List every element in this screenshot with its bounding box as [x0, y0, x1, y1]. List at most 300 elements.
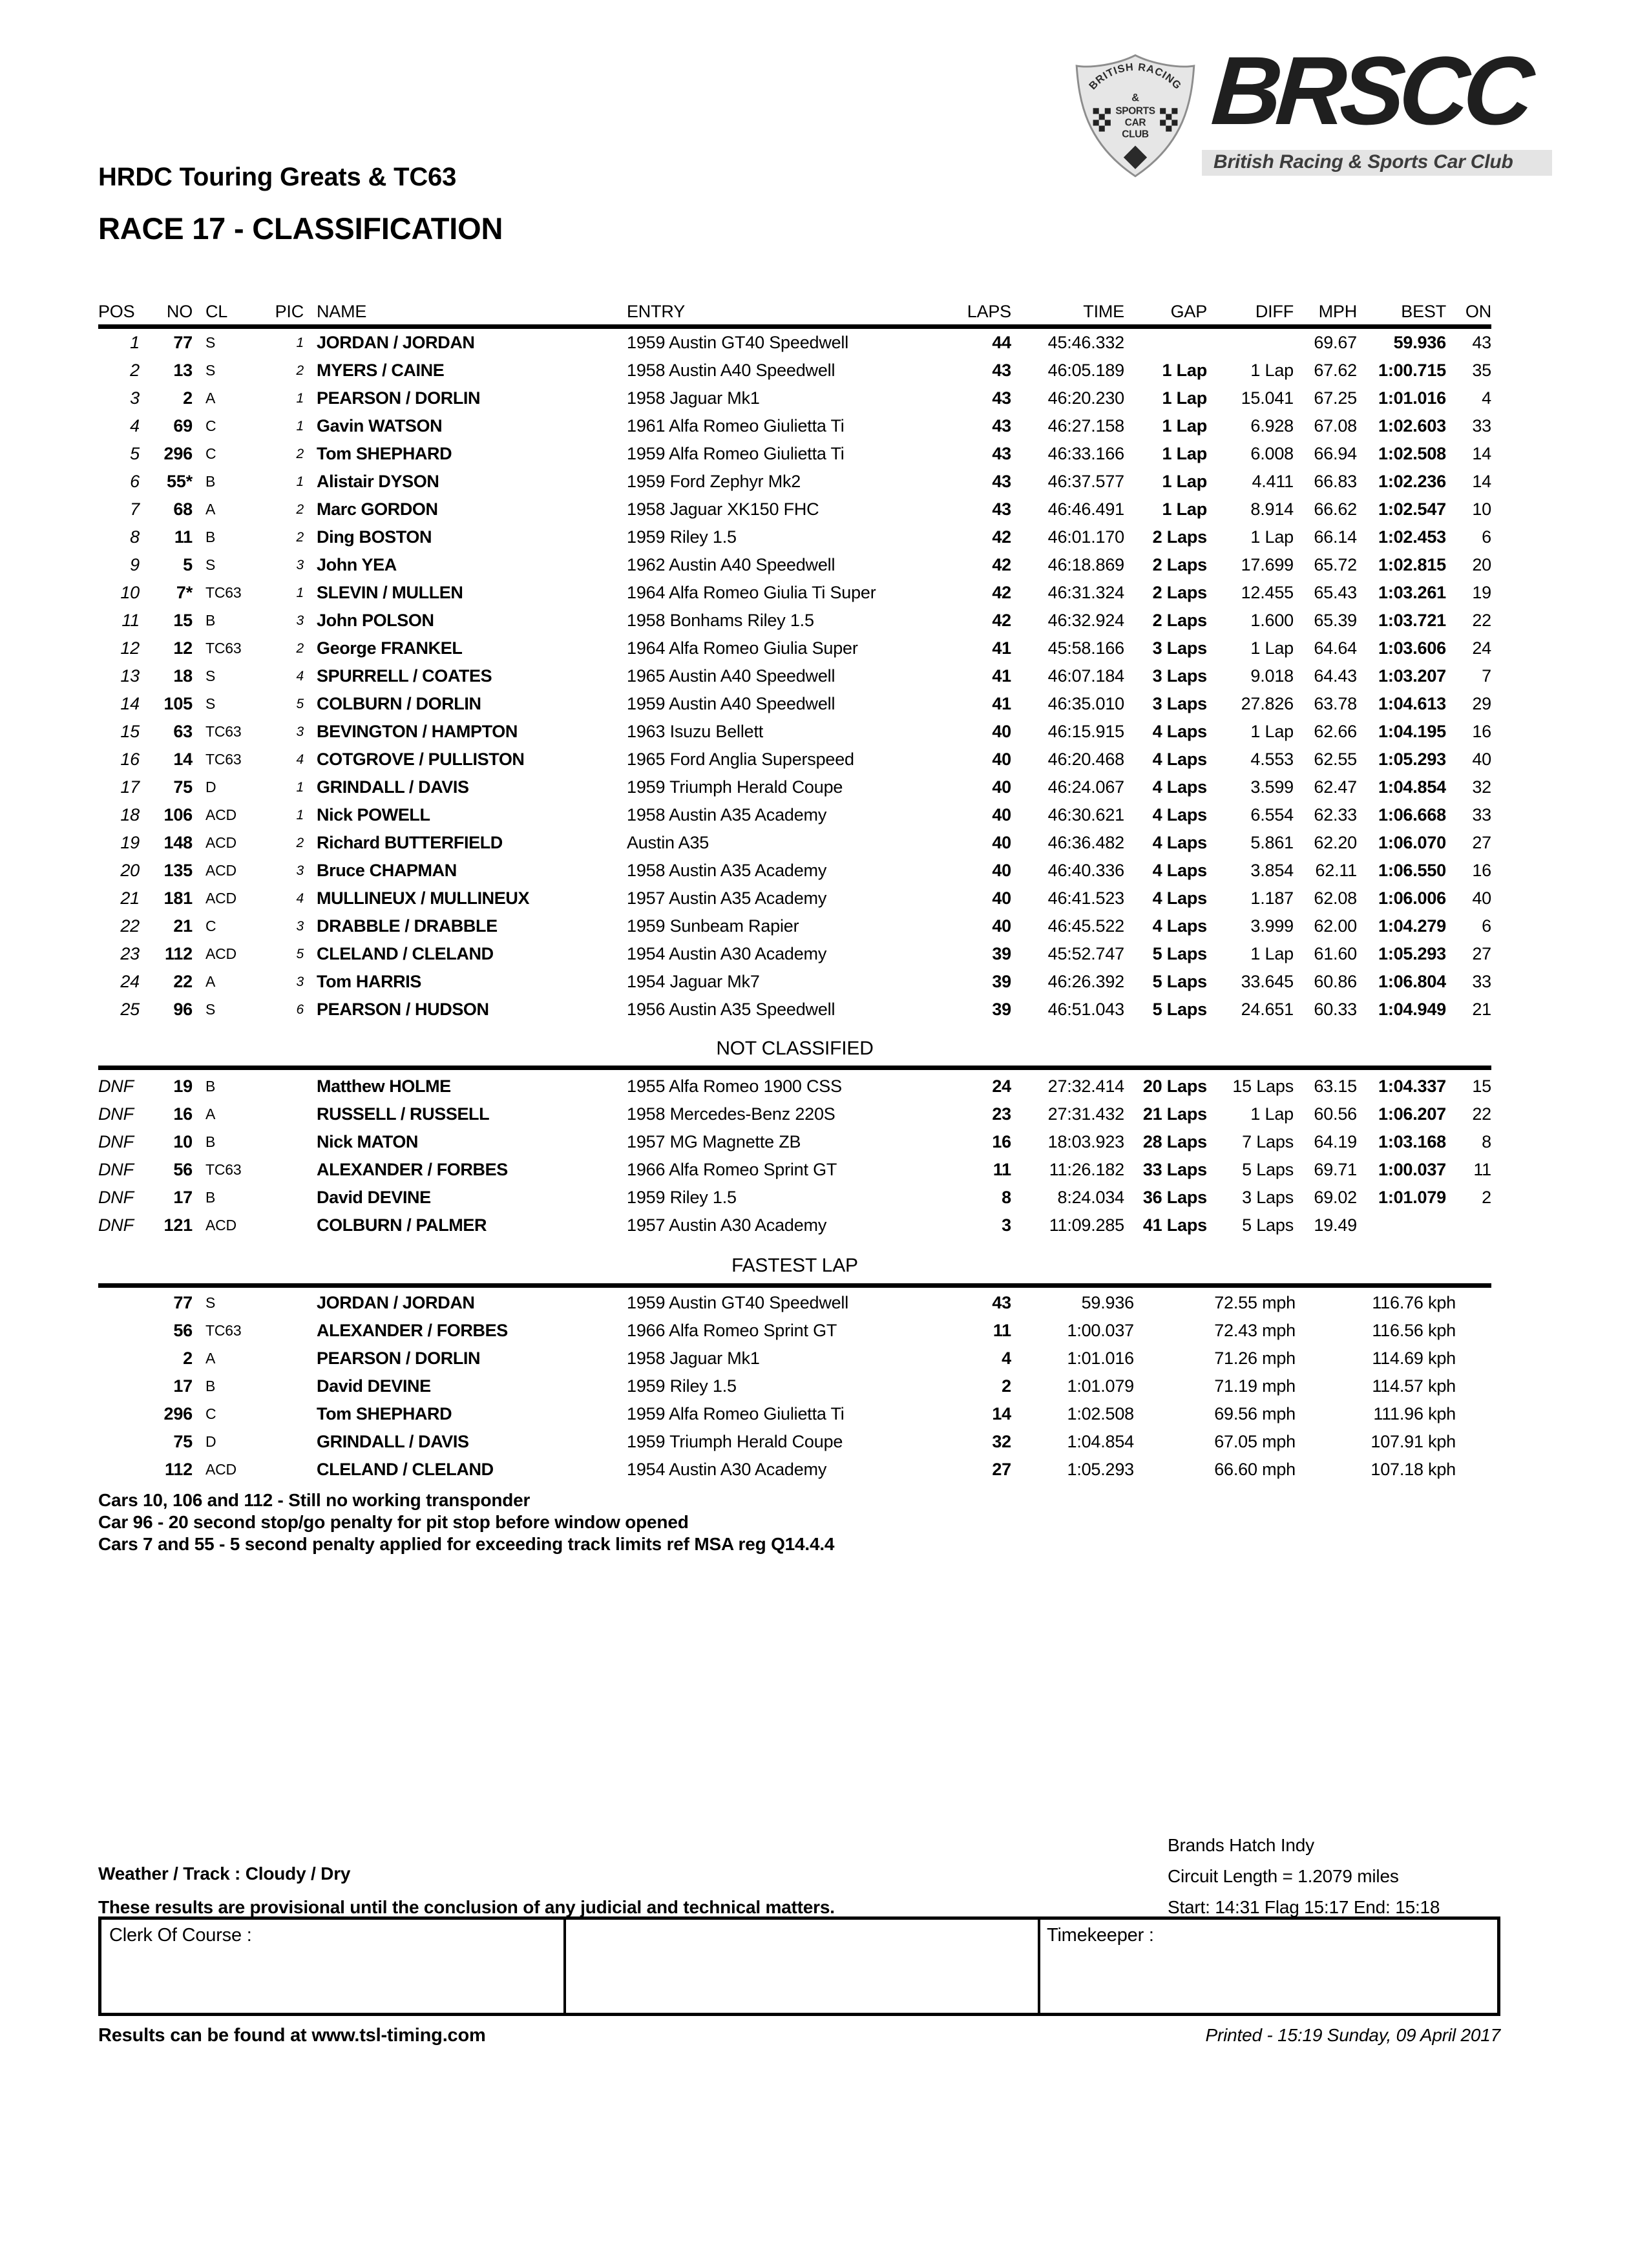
- col-time: TIME: [1083, 301, 1124, 321]
- cell-gap: 4 Laps: [1152, 861, 1207, 880]
- cell-time: 46:27.158: [1047, 416, 1124, 436]
- col-cl: CL: [205, 301, 228, 321]
- cell-laps: 16: [992, 1132, 1011, 1151]
- cell-cl: TC63: [205, 751, 242, 768]
- cell-best: 1:03.261: [1378, 583, 1446, 602]
- cell-name: MULLINEUX / MULLINEUX: [317, 888, 530, 908]
- cell-cl: TC63: [205, 584, 242, 601]
- cell-pos: 17: [120, 777, 140, 797]
- cell-cl: B: [205, 473, 216, 490]
- cell-on: 43: [1472, 333, 1491, 352]
- cell-name: George FRANKEL: [317, 638, 463, 658]
- cell-pos: 16: [120, 750, 140, 769]
- cell-no: 2: [183, 388, 193, 408]
- cell-diff: 17.699: [1241, 555, 1294, 574]
- cell-pic: 4: [296, 668, 304, 684]
- note-line: Cars 7 and 55 - 5 second penalty applied for exceeding track limits ref MSA reg Q14.4.4: [98, 1534, 835, 1554]
- cell-no: 106: [163, 805, 193, 824]
- classification-row: [98, 801, 1491, 829]
- event-title: HRDC Touring Greats & TC63: [98, 163, 457, 191]
- cell-cl: A: [205, 390, 216, 406]
- brscc-badge-icon: [1065, 52, 1206, 181]
- cell-no: 63: [173, 722, 193, 741]
- cell-entry: 1958 Bonhams Riley 1.5: [627, 611, 814, 630]
- cell-name: PEARSON / DORLIN: [317, 1349, 481, 1368]
- classification-rows: [98, 329, 1491, 1024]
- cell-mph: 64.19: [1314, 1132, 1357, 1151]
- cell-laps: 8: [1002, 1188, 1011, 1207]
- cell-time: 46:01.170: [1047, 527, 1124, 547]
- cell-pos: 14: [120, 694, 140, 713]
- cell-best: 1:03.721: [1378, 611, 1446, 630]
- cell-on: 40: [1472, 750, 1491, 769]
- cell-pic: 2: [296, 446, 304, 461]
- badge-club-text: CLUB: [1122, 129, 1149, 140]
- cell-diff: 7 Laps: [1242, 1132, 1294, 1151]
- fastest-lap-rows: [98, 1289, 1491, 1484]
- col-pos: POS: [98, 301, 135, 321]
- cell-time: 1:04.854: [1067, 1432, 1134, 1451]
- cell-pic: 5: [296, 946, 304, 961]
- cell-entry: 1959 Riley 1.5: [627, 527, 737, 547]
- cell-gap: 2 Laps: [1152, 611, 1207, 630]
- classification-row: [98, 746, 1491, 773]
- cell-cl: D: [205, 1433, 216, 1450]
- cell-laps: 27: [992, 1460, 1011, 1479]
- cell-pic: 5: [296, 696, 304, 711]
- cell-name: Matthew HOLME: [317, 1076, 451, 1096]
- cell-laps: 3: [1002, 1215, 1011, 1235]
- cell-laps: 42: [992, 527, 1011, 547]
- cell-gap: 20 Laps: [1142, 1076, 1207, 1096]
- cell-mph: 72.43 mph: [1214, 1321, 1296, 1340]
- cell-mph: 67.25: [1314, 388, 1357, 408]
- cell-diff: 3.599: [1250, 777, 1294, 797]
- cell-pos: 8: [130, 527, 140, 547]
- cell-mph: 71.19 mph: [1214, 1376, 1296, 1396]
- cell-gap: 4 Laps: [1152, 805, 1207, 824]
- classification-row: [98, 968, 1491, 996]
- cell-cl: C: [205, 918, 216, 934]
- cell-time: 46:35.010: [1047, 694, 1124, 713]
- dnf-row: [98, 1128, 1491, 1156]
- classification-row: [98, 996, 1491, 1024]
- cell-mph: 66.62: [1314, 499, 1357, 519]
- cell-name: COTGROVE / PULLISTON: [317, 750, 525, 769]
- cell-diff: 1 Lap: [1250, 527, 1294, 547]
- cell-entry: 1959 Austin GT40 Speedwell: [627, 333, 849, 352]
- cell-gap: 5 Laps: [1152, 972, 1207, 991]
- brscc-logo: [1065, 36, 1532, 187]
- cell-pos: 25: [120, 1000, 140, 1019]
- cell-gap: 4 Laps: [1152, 833, 1207, 852]
- cell-diff: 3.854: [1250, 861, 1294, 880]
- cell-no: 296: [163, 1404, 193, 1423]
- cell-no: 56: [173, 1321, 193, 1340]
- cell-laps: 42: [992, 583, 1011, 602]
- cell-gap: 4 Laps: [1152, 777, 1207, 797]
- fastest-lap-row: [98, 1372, 1491, 1400]
- cell-mph: 67.05 mph: [1214, 1432, 1296, 1451]
- cell-kph: 107.18 kph: [1371, 1460, 1456, 1479]
- cell-entry: 1956 Austin A35 Speedwell: [627, 1000, 835, 1019]
- cell-laps: 42: [992, 555, 1011, 574]
- cell-cl: D: [205, 779, 216, 795]
- cell-entry: 1959 Ford Zephyr Mk2: [627, 472, 801, 491]
- cell-laps: 2: [1002, 1376, 1011, 1396]
- cell-best: 1:06.207: [1378, 1104, 1446, 1124]
- cell-on: 24: [1472, 638, 1491, 658]
- cell-diff: 1 Lap: [1250, 638, 1294, 658]
- classification-row: [98, 718, 1491, 746]
- provisional-line: These results are provisional until the conclusion of any judicial and technical matters.: [98, 1897, 835, 1917]
- cell-cl: ACD: [205, 945, 236, 962]
- cell-cl: B: [205, 529, 216, 545]
- cell-name: Tom SHEPHARD: [317, 444, 452, 463]
- classification-row: [98, 384, 1491, 412]
- cell-on: 29: [1472, 694, 1491, 713]
- cell-on: 21: [1472, 1000, 1491, 1019]
- cell-entry: 1959 Alfa Romeo Giulietta Ti: [627, 1404, 845, 1423]
- classification-row: [98, 662, 1491, 690]
- cell-entry: 1962 Austin A40 Speedwell: [627, 555, 835, 574]
- cell-name: DRABBLE / DRABBLE: [317, 916, 498, 936]
- cell-cl: B: [205, 1133, 216, 1150]
- cell-best: 1:02.603: [1378, 416, 1446, 436]
- cell-no: 17: [173, 1376, 193, 1396]
- cell-pos: 3: [130, 388, 140, 408]
- cell-laps: 40: [992, 750, 1011, 769]
- cell-name: Nick MATON: [317, 1132, 419, 1151]
- note-line: Cars 10, 106 and 112 - Still no working transponder: [98, 1490, 530, 1510]
- cell-mph: 67.62: [1314, 361, 1357, 380]
- cell-name: Ding BOSTON: [317, 527, 432, 547]
- badge-sports-text: SPORTS: [1115, 105, 1155, 117]
- cell-on: 2: [1482, 1188, 1491, 1207]
- cell-laps: 40: [992, 805, 1011, 824]
- cell-laps: 42: [992, 611, 1011, 630]
- cell-best: 1:00.037: [1378, 1160, 1446, 1179]
- cell-time: 45:52.747: [1047, 944, 1124, 963]
- cell-on: 11: [1473, 1160, 1491, 1179]
- cell-gap: 28 Laps: [1142, 1132, 1207, 1151]
- cell-no: 11: [174, 527, 193, 547]
- cell-name: GRINDALL / DAVIS: [317, 1432, 469, 1451]
- cell-entry: 1958 Austin A35 Academy: [627, 861, 827, 880]
- session-times: Start: 14:31 Flag 15:17 End: 15:18: [1168, 1897, 1440, 1917]
- cell-gap: 33 Laps: [1142, 1160, 1207, 1179]
- cell-mph: 62.55: [1314, 750, 1357, 769]
- not-classified-rows: [98, 1073, 1491, 1239]
- cell-best: 1:02.236: [1378, 472, 1446, 491]
- cell-no: 69: [173, 416, 193, 436]
- cell-mph: 62.00: [1314, 916, 1357, 936]
- cell-mph: 64.64: [1314, 638, 1357, 658]
- cell-kph: 114.57 kph: [1372, 1376, 1456, 1396]
- cell-diff: 1.187: [1250, 888, 1294, 908]
- cell-cl: TC63: [205, 1161, 242, 1178]
- cell-pic: 2: [296, 835, 304, 850]
- cell-no: 56: [173, 1160, 193, 1179]
- not-classified-rule: [98, 1066, 1491, 1070]
- cell-no: 14: [173, 750, 193, 769]
- cell-diff: 1 Lap: [1250, 722, 1294, 741]
- cell-gap: 2 Laps: [1152, 583, 1207, 602]
- cell-mph: 63.15: [1314, 1076, 1357, 1096]
- cell-gap: 1 Lap: [1162, 499, 1207, 519]
- cell-diff: 15 Laps: [1232, 1076, 1294, 1096]
- cell-mph: 62.33: [1314, 805, 1357, 824]
- cell-laps: 39: [992, 1000, 1011, 1019]
- cell-mph: 72.55 mph: [1214, 1293, 1296, 1312]
- cell-laps: 43: [992, 388, 1011, 408]
- cell-cl: S: [205, 362, 216, 379]
- cell-time: 46:40.336: [1047, 861, 1124, 880]
- cell-name: COLBURN / PALMER: [317, 1215, 487, 1235]
- cell-laps: 11: [993, 1160, 1011, 1179]
- cell-mph: 65.43: [1314, 583, 1357, 602]
- cell-name: Nick POWELL: [317, 805, 430, 824]
- classification-row: [98, 523, 1491, 551]
- cell-entry: 1959 Alfa Romeo Giulietta Ti: [627, 444, 845, 463]
- cell-gap: 1 Lap: [1162, 388, 1207, 408]
- cell-cl: C: [205, 445, 216, 462]
- cell-cl: A: [205, 1106, 216, 1122]
- cell-gap: 1 Lap: [1162, 444, 1207, 463]
- cell-pos: DNF: [98, 1188, 134, 1207]
- table-header-row: [98, 299, 1491, 324]
- cell-mph: 60.86: [1314, 972, 1357, 991]
- classification-row: [98, 496, 1491, 523]
- cell-no: 96: [173, 1000, 193, 1019]
- cell-pic: 3: [296, 918, 304, 934]
- cell-best: 1:06.070: [1378, 833, 1446, 852]
- classification-row: [98, 329, 1491, 357]
- cell-mph: 19.49: [1314, 1215, 1357, 1235]
- cell-gap: 3 Laps: [1152, 638, 1207, 658]
- cell-time: 46:24.067: [1047, 777, 1124, 797]
- cell-best: 1:04.613: [1378, 694, 1446, 713]
- cell-on: 33: [1472, 416, 1491, 436]
- penalty-notes: [98, 1489, 1491, 1555]
- cell-mph: 61.60: [1314, 944, 1357, 963]
- note-line: Car 96 - 20 second stop/go penalty for pit stop before window opened: [98, 1512, 689, 1532]
- cell-no: 17: [173, 1188, 193, 1207]
- cell-mph: 62.66: [1314, 722, 1357, 741]
- cell-entry: 1961 Alfa Romeo Giulietta Ti: [627, 416, 845, 436]
- header-rule: [98, 324, 1491, 329]
- cell-name: Tom SHEPHARD: [317, 1404, 452, 1423]
- cell-name: Gavin WATSON: [317, 416, 443, 436]
- fastest-lap-heading: FASTEST LAP: [731, 1255, 858, 1276]
- cell-diff: 5 Laps: [1242, 1160, 1294, 1179]
- cell-pic: 2: [296, 362, 304, 378]
- cell-no: 13: [173, 361, 193, 380]
- cell-on: 27: [1472, 833, 1491, 852]
- cell-name: Marc GORDON: [317, 499, 438, 519]
- cell-gap: 41 Laps: [1142, 1215, 1207, 1235]
- brscc-tagline: British Racing & Sports Car Club: [1202, 150, 1552, 176]
- cell-entry: 1958 Mercedes-Benz 220S: [627, 1104, 835, 1124]
- cell-no: 16: [173, 1104, 193, 1124]
- cell-name: John YEA: [317, 555, 397, 574]
- cell-best: 1:04.949: [1378, 1000, 1446, 1019]
- cell-time: 46:41.523: [1047, 888, 1124, 908]
- cell-no: 7*: [176, 583, 193, 602]
- cell-laps: 41: [992, 666, 1011, 686]
- cell-laps: 4: [1002, 1349, 1011, 1368]
- cell-pos: 5: [130, 444, 140, 463]
- dnf-row: [98, 1156, 1491, 1184]
- cell-mph: 69.56 mph: [1214, 1404, 1296, 1423]
- col-gap: GAP: [1170, 301, 1207, 321]
- cell-mph: 62.20: [1314, 833, 1357, 852]
- cell-best: 1:06.668: [1378, 805, 1446, 824]
- cell-no: 75: [173, 1432, 193, 1451]
- cell-no: 68: [173, 499, 193, 519]
- cell-gap: 4 Laps: [1152, 722, 1207, 741]
- cell-mph: 66.60 mph: [1214, 1460, 1296, 1479]
- cell-gap: 2 Laps: [1152, 527, 1207, 547]
- cell-laps: 43: [992, 1293, 1011, 1312]
- classification-row: [98, 912, 1491, 940]
- cell-name: Alistair DYSON: [317, 472, 439, 491]
- cell-pic: 2: [296, 640, 304, 656]
- classification-row: [98, 635, 1491, 662]
- cell-laps: 40: [992, 888, 1011, 908]
- cell-time: 46:46.491: [1047, 499, 1124, 519]
- dnf-row: [98, 1184, 1491, 1212]
- cell-on: 33: [1472, 805, 1491, 824]
- cell-on: 14: [1472, 444, 1491, 463]
- cell-entry: 1959 Sunbeam Rapier: [627, 916, 799, 936]
- cell-name: ALEXANDER / FORBES: [317, 1160, 508, 1179]
- cell-entry: 1959 Austin GT40 Speedwell: [627, 1293, 849, 1312]
- badge-car-text: CAR: [1124, 117, 1146, 129]
- cell-cl: ACD: [205, 862, 236, 879]
- cell-time: 1:00.037: [1067, 1321, 1134, 1340]
- cell-best: 1:04.337: [1378, 1076, 1446, 1096]
- fastest-lap-row: [98, 1289, 1491, 1317]
- cell-gap: 21 Laps: [1142, 1104, 1207, 1124]
- cell-pic: 3: [296, 863, 304, 878]
- cell-no: 19: [173, 1076, 193, 1096]
- cell-mph: 63.78: [1314, 694, 1357, 713]
- cell-pic: 4: [296, 751, 304, 767]
- cell-pos: DNF: [98, 1160, 134, 1179]
- cell-time: 1:01.016: [1067, 1349, 1134, 1368]
- cell-mph: 66.83: [1314, 472, 1357, 491]
- cell-no: 112: [165, 944, 193, 963]
- cell-diff: 4.553: [1250, 750, 1294, 769]
- fastest-lap-row: [98, 1345, 1491, 1372]
- cell-cl: TC63: [205, 640, 242, 656]
- cell-on: 22: [1472, 611, 1491, 630]
- results-url-line: Results can be found at www.tsl-timing.com: [98, 2025, 486, 2046]
- cell-pos: 12: [120, 638, 140, 658]
- classification-row: [98, 579, 1491, 607]
- cell-time: 46:20.230: [1047, 388, 1124, 408]
- cell-name: David DEVINE: [317, 1188, 431, 1207]
- cell-laps: 40: [992, 777, 1011, 797]
- cell-on: 14: [1472, 472, 1491, 491]
- cell-name: John POLSON: [317, 611, 434, 630]
- cell-best: 1:00.715: [1378, 361, 1446, 380]
- cell-laps: 43: [992, 444, 1011, 463]
- classification-row: [98, 607, 1491, 635]
- cell-entry: 1965 Ford Anglia Superspeed: [627, 750, 854, 769]
- cell-cl: ACD: [205, 1461, 236, 1478]
- cell-mph: 60.56: [1314, 1104, 1357, 1124]
- cell-cl: B: [205, 612, 216, 629]
- dnf-row: [98, 1073, 1491, 1100]
- classification-row: [98, 440, 1491, 468]
- cell-pic: 3: [296, 974, 304, 989]
- classification-row: [98, 940, 1491, 968]
- cell-time: 1:05.293: [1067, 1460, 1134, 1479]
- cell-name: Richard BUTTERFIELD: [317, 833, 503, 852]
- cell-name: CLELAND / CLELAND: [317, 1460, 494, 1479]
- cell-time: 46:15.915: [1047, 722, 1124, 741]
- cell-time: 46:51.043: [1047, 1000, 1124, 1019]
- cell-no: 10: [173, 1132, 193, 1151]
- cell-laps: 40: [992, 861, 1011, 880]
- cell-kph: 114.69 kph: [1372, 1349, 1456, 1368]
- cell-name: COLBURN / DORLIN: [317, 694, 481, 713]
- cell-cl: B: [205, 1378, 216, 1394]
- cell-entry: 1959 Riley 1.5: [627, 1188, 737, 1207]
- cell-time: 46:18.869: [1047, 555, 1124, 574]
- cell-time: 46:07.184: [1047, 666, 1124, 686]
- cell-time: 8:24.034: [1057, 1188, 1124, 1207]
- cell-time: 18:03.923: [1047, 1132, 1124, 1151]
- cell-diff: 1 Lap: [1250, 1104, 1294, 1124]
- cell-cl: ACD: [205, 1217, 236, 1234]
- cell-best: 1:03.168: [1378, 1132, 1446, 1151]
- cell-laps: 43: [992, 472, 1011, 491]
- cell-laps: 43: [992, 416, 1011, 436]
- cell-entry: 1964 Alfa Romeo Giulia Ti Super: [627, 583, 876, 602]
- cell-mph: 71.26 mph: [1214, 1349, 1296, 1368]
- cell-name: BEVINGTON / HAMPTON: [317, 722, 518, 741]
- cell-mph: 62.47: [1314, 777, 1357, 797]
- cell-diff: 12.455: [1241, 583, 1294, 602]
- cell-entry: 1958 Austin A40 Speedwell: [627, 361, 835, 380]
- cell-name: Tom HARRIS: [317, 972, 421, 991]
- cell-no: 22: [173, 972, 193, 991]
- cell-laps: 14: [992, 1404, 1011, 1423]
- cell-mph: 69.67: [1314, 333, 1357, 352]
- cell-cl: ACD: [205, 834, 236, 851]
- cell-no: 77: [173, 1293, 193, 1312]
- cell-time: 46:20.468: [1047, 750, 1124, 769]
- cell-no: 12: [173, 638, 193, 658]
- cell-time: 27:32.414: [1047, 1076, 1124, 1096]
- classification-row: [98, 885, 1491, 912]
- cell-pic: 3: [296, 557, 304, 572]
- cell-kph: 107.91 kph: [1371, 1432, 1456, 1451]
- cell-cl: S: [205, 667, 216, 684]
- cell-pic: 2: [296, 529, 304, 545]
- cell-pos: 18: [120, 805, 140, 824]
- weather-track-line: Weather / Track : Cloudy / Dry: [98, 1864, 351, 1884]
- cell-name: PEARSON / DORLIN: [317, 388, 481, 408]
- cell-time: 46:05.189: [1047, 361, 1124, 380]
- cell-entry: 1954 Austin A30 Academy: [627, 944, 827, 963]
- cell-on: 40: [1472, 888, 1491, 908]
- classification-row: [98, 551, 1491, 579]
- cell-on: 6: [1482, 916, 1491, 936]
